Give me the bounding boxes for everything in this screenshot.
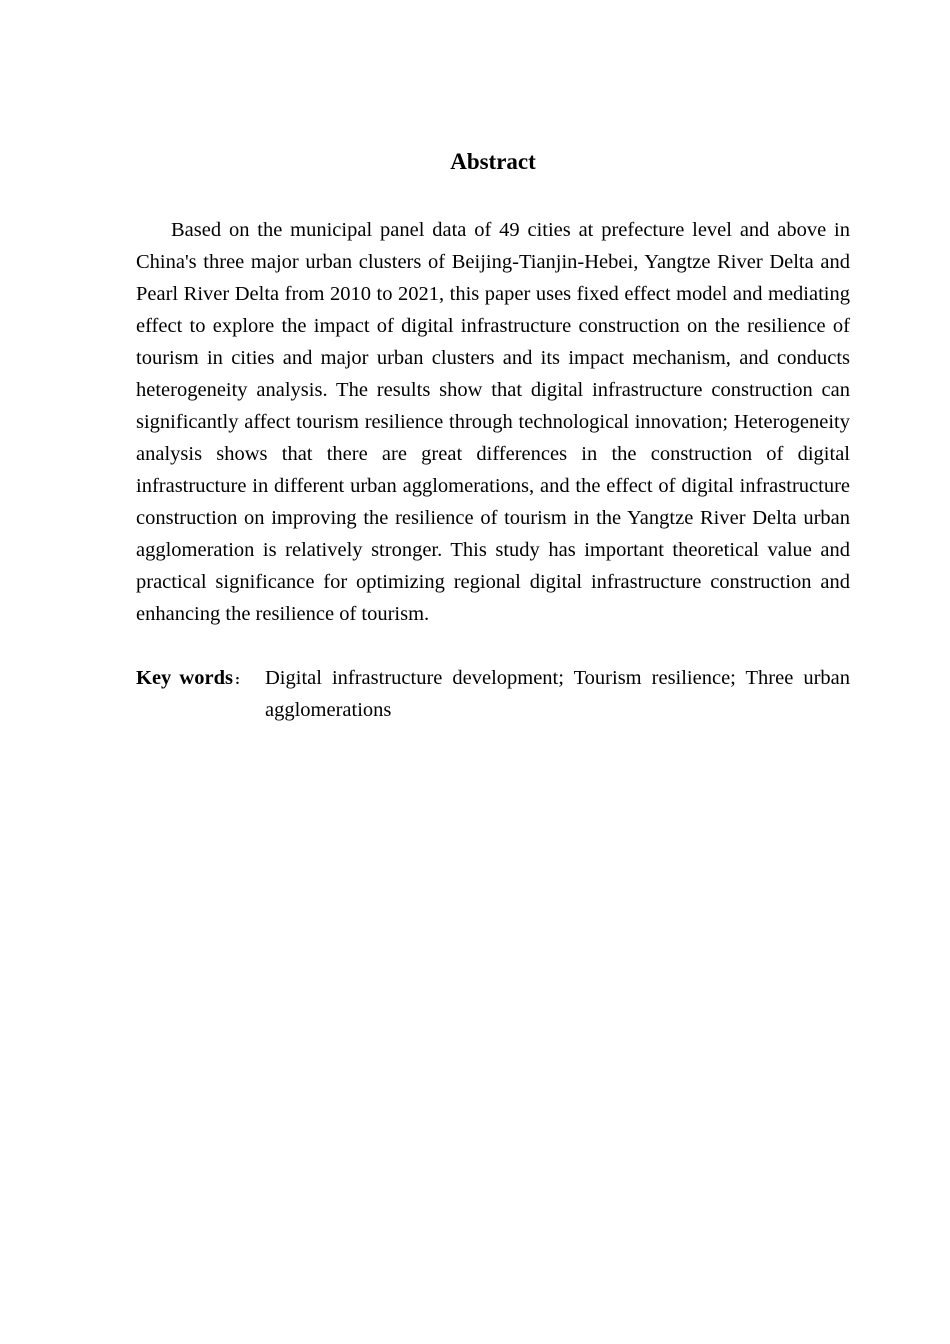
abstract-page: [136, 146, 850, 726]
keywords-separator: :: [234, 672, 240, 688]
keywords-label-text: Key words: [136, 667, 233, 689]
abstract-title: Abstract: [450, 149, 536, 174]
keywords-label: [136, 662, 240, 696]
keywords-text: Digital infrastructure development; Tourism resilience; Three urban agglomerations: [265, 667, 850, 721]
keywords-section: [136, 662, 850, 726]
abstract-body: Based on the municipal panel data of 49 cities at prefecture level and above in China's three major urban clusters of Beijing-Tianjin-Hebei, Yangtze River Delta and Pearl River Delta from 2010 to 2021, this paper uses fixed effect model and mediating effect to explore the impact of digital infrastructure construction on the resilience of tourism in cities and major urban clusters and its impact mechanism, and conducts heterogeneity analysis. The results show that digital infrastructure construction can significantly affect tourism resilience through technological innovation; Heterogeneity analysis shows that there are great differences in the construction of digital infrastructure in different urban agglomerations, and the effect of digital infrastructure construction on improving the resilience of tourism in the Yangtze River Delta urban agglomeration is relatively stronger. This study has important theoretical value and practical significance for optimizing regional digital infrastructure construction and enhancing the resilience of tourism.: [136, 219, 850, 625]
